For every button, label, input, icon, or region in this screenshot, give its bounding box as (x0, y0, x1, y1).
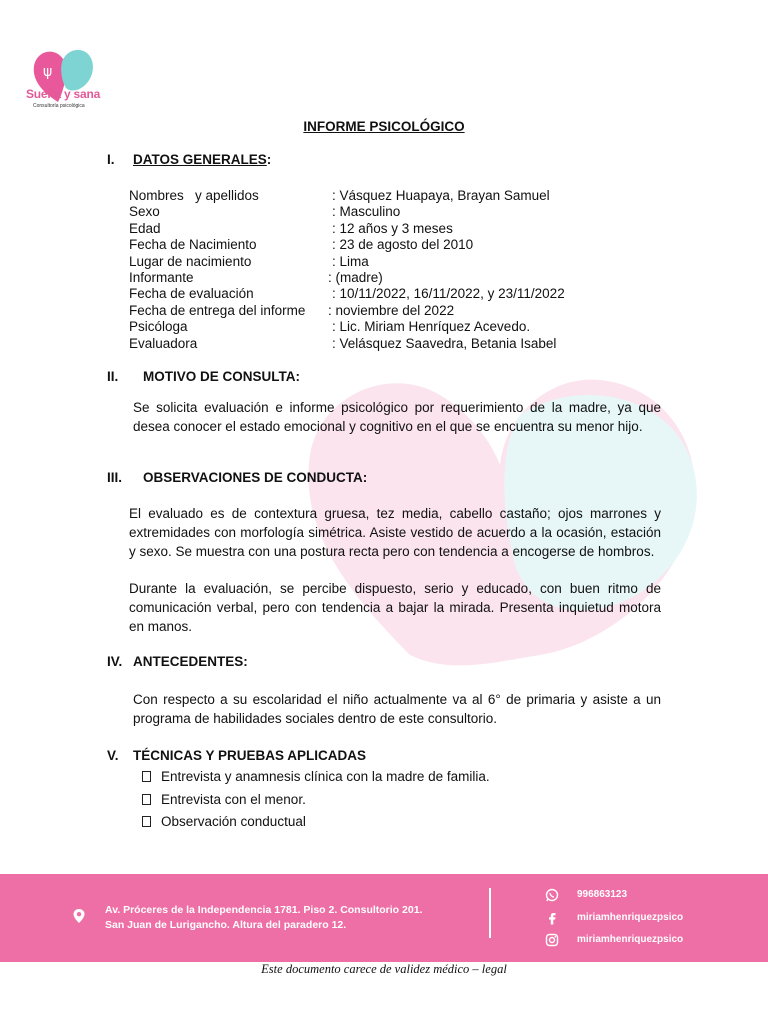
facebook-icon (545, 911, 559, 925)
field-label: Evaluadora (129, 335, 198, 351)
field-row-entrega (129, 303, 689, 319)
address-line-1: Av. Próceres de la Independencia 1781. Piso 2. Consultorio 201. (105, 904, 423, 916)
field-value: : noviembre del 2022 (328, 302, 455, 318)
whatsapp-icon (545, 888, 559, 902)
field-label: Psicóloga (129, 319, 188, 335)
section-3-title: OBSERVACIONES DE CONDUCTA: (143, 470, 368, 485)
section-5-title: TÉCNICAS Y PRUEBAS APLICADAS (133, 748, 367, 763)
field-row-edad (129, 221, 689, 237)
section-3-number: III. (107, 470, 123, 485)
observaciones-paragraph-1: El evaluado es de contextura gruesa, tez media, cabello castaño; ojos marrones y extremidades con morfología simétrica. Asiste vestido de acuerdo a la ocasión, estación y sexo. Se muestra con una postura recta pero con tendencia a encogerse de hombros. (129, 506, 661, 560)
field-value: : (madre) (328, 270, 383, 285)
field-label: Sexo (129, 204, 160, 220)
field-value: : Masculino (332, 204, 401, 220)
list-item (142, 767, 490, 790)
list-item-text: Entrevista con el menor. (161, 791, 306, 807)
list-item-text: Entrevista y anamnesis clínica con la madre de familia. (161, 769, 490, 784)
motivo-paragraph: Se solicita evaluación e informe psicológico por requerimiento de la madre, ya que desea conocer el estado emocional y cognitivo en el que se encuentra su menor hijo. (133, 400, 661, 434)
instagram-icon (545, 933, 559, 947)
section-5-number: V. (107, 748, 119, 763)
field-row-psicologa (129, 319, 689, 335)
observaciones-paragraph-2: Durante la evaluación, se percibe dispuesto, serio y educado, con buen ritmo de comunicación verbal, pero con tendencia a bajar la mirada. Presenta inquietud motora en manos. (129, 581, 661, 635)
section-1-colon: : (266, 152, 272, 167)
field-row-nacimiento (129, 237, 689, 253)
field-value: : 12 años y 3 meses (332, 220, 453, 236)
field-value: : Vásquez Huapaya, Brayan Samuel (332, 188, 550, 203)
instagram-handle: miriamhenriquezpsico (577, 934, 684, 945)
field-value: : Lic. Miriam Henríquez Acevedo. (332, 319, 531, 335)
bullet-box-icon (142, 816, 151, 827)
brand-logo-icon (26, 40, 101, 112)
field-row-nombres (129, 188, 689, 204)
logo-subtitle: Consultoría psicológica (33, 103, 85, 109)
list-item (142, 790, 490, 813)
section-1-number: I. (107, 152, 115, 167)
field-label: Fecha de evaluación (129, 286, 254, 302)
facebook-handle: miriamhenriquezpsico (577, 912, 684, 923)
field-value: : Lima (332, 253, 369, 269)
document-title: INFORME PSICOLÓGICO (303, 119, 465, 134)
field-value: : 10/11/2022, 16/11/2022, y 23/11/2022 (332, 286, 565, 302)
section-1-title-text: DATOS GENERALES (133, 152, 267, 167)
bullet-box-icon (142, 794, 151, 805)
address-line-2: San Juan de Lurigancho. Altura del paradero 12. (105, 919, 347, 931)
section-2-number: II. (107, 369, 119, 384)
field-value: : Velásquez Saavedra, Betania Isabel (332, 335, 557, 351)
footer-address (105, 903, 422, 933)
section-2-title: MOTIVO DE CONSULTA: (143, 369, 300, 384)
field-row-sexo (129, 204, 689, 220)
field-row-lugar (129, 254, 689, 270)
field-value: : 23 de agosto del 2010 (332, 237, 474, 253)
field-label: Lugar de nacimiento (129, 253, 252, 269)
logo-brand-text: Suelta y sana (26, 87, 101, 101)
legal-disclaimer: Este documento carece de validez médico – legal (261, 962, 507, 976)
antecedentes-paragraph: Con respecto a su escolaridad el niño actualmente va al 6° de primaria y asiste a un programa de habilidades sociales dentro de este consultorio. (133, 692, 661, 726)
section-1-title (133, 152, 271, 167)
field-row-evaluacion (129, 286, 689, 302)
field-label: Fecha de entrega del informe (129, 302, 306, 318)
field-label: Edad (129, 220, 161, 236)
list-item (142, 812, 490, 835)
location-pin-icon (72, 908, 86, 924)
field-label: Fecha de Nacimiento (129, 237, 257, 253)
field-row-informante (129, 270, 689, 286)
field-row-evaluadora (129, 336, 689, 352)
section-4-title: ANTECEDENTES: (133, 654, 248, 669)
section-4-number: IV. (107, 654, 123, 669)
footer-divider (489, 888, 491, 938)
footer-band (0, 874, 768, 962)
field-label: Informante (129, 270, 194, 285)
tecnicas-list (142, 767, 490, 835)
phone-number: 996863123 (577, 889, 628, 900)
bullet-box-icon (142, 771, 151, 782)
list-item-text: Observación conductual (161, 814, 306, 829)
svg-text:ψ: ψ (43, 64, 53, 80)
field-label: Nombres y apellidos (129, 188, 259, 203)
